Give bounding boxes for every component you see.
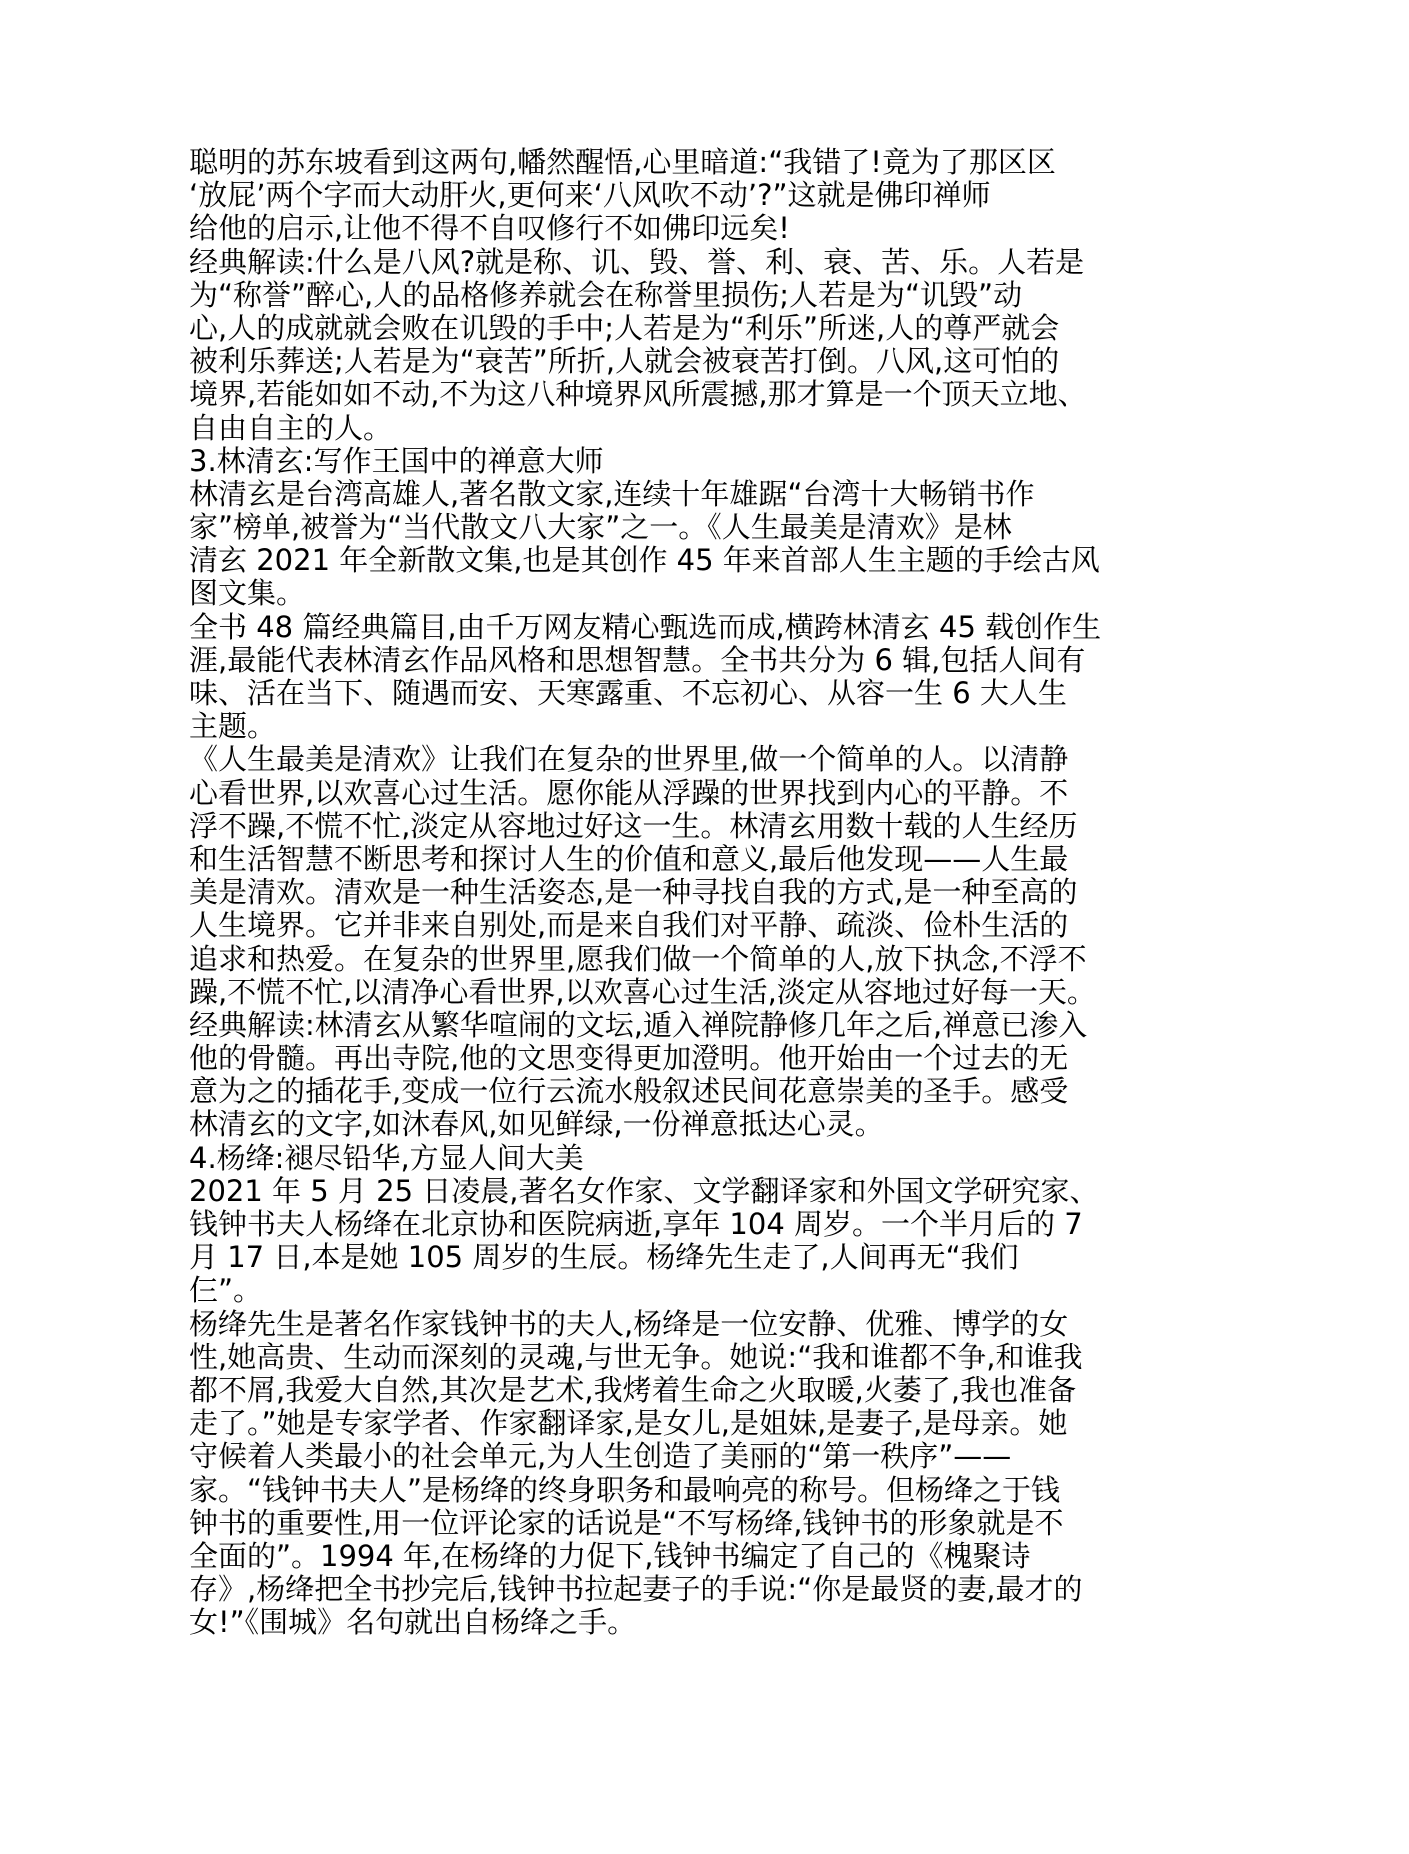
text-line-17: 味、活在当下、随遇而安、天寒露重、不忘初心、从容一生 6 大人生 xyxy=(189,676,1067,710)
text-line-28: 他的骨髓。再出寺院,他的文思变得更加澄明。他开始由一个过去的无 xyxy=(189,1041,1069,1076)
text-line-3: 给他的启示,让他不得不自叹修行不如佛印远矣! xyxy=(189,211,790,246)
text-line-11: 林清玄是台湾高雄人,著名散文家,连续十年雄踞“台湾十大畅销书作 xyxy=(189,476,1035,511)
text-line-34: 月 17 日,本是她 105 周岁的生辰。杨绛先生走了,人间再无“我们 xyxy=(189,1240,1019,1275)
text-line-20: 心看世界,以欢喜心过生活。愿你能从浮躁的世界找到内心的平静。不 xyxy=(189,775,1069,810)
text-line-32: 2021 年 5 月 25 日凌晨,著名女作家、文学翻译家和外国文学研究家、 xyxy=(189,1173,1099,1208)
text-line-30: 林清玄的文字,如沐春风,如见鲜绿,一份禅意抵达心灵。 xyxy=(189,1107,884,1142)
text-line-23: 美是清欢。清欢是一种生活姿态,是一种寻找自我的方式,是一种至高的 xyxy=(189,875,1078,910)
text-line-14: 图文集。 xyxy=(189,576,306,611)
text-line-19: 《人生最美是清欢》让我们在复杂的世界里,做一个简单的人。以清静 xyxy=(189,742,1069,777)
text-line-37: 性,她高贵、生动而深刻的灵魂,与世无争。她说:“我和谁都不争,和谁我 xyxy=(189,1339,1083,1374)
text-line-12: 家”榜单,被誉为“当代散文八大家”之一。《人生最美是清欢》是林 xyxy=(189,510,1012,545)
text-line-21: 浮不躁,不慌不忙,淡定从容地过好这一生。林清玄用数十载的人生经历 xyxy=(189,808,1078,843)
text-line-27: 经典解读:林清玄从繁华喧闹的文坛,遁入禅院静修几年之后,禅意已渗入 xyxy=(189,1007,1088,1042)
text-line-4: 经典解读:什么是八风?就是称、讥、毁、誉、利、衰、苦、乐。人若是 xyxy=(189,244,1085,279)
text-line-1: 聪明的苏东坡看到这两句,幡然醒悟,心里暗道:“我错了!竟为了那区区 xyxy=(189,145,1056,179)
document-page xyxy=(189,146,1219,1639)
text-line-15: 全书 48 篇经典篇目,由千万网友精心甄选而成,横跨林清玄 45 载创作生 xyxy=(189,609,1102,644)
text-line-6: 心,人的成就就会败在讥毁的手中;人若是为“利乐”所迷,人的尊严就会 xyxy=(189,310,1060,345)
text-line-7: 被利乐葬送;人若是为“衰苦”所折,人就会被衰苦打倒。八风,这可怕的 xyxy=(189,344,1060,379)
text-line-5: 为“称誉”醉心,人的品格修养就会在称誉里损伤;人若是为“讥毁”动 xyxy=(189,277,1023,312)
text-line-24: 人生境界。它并非来自别处,而是来自我们对平静、疏淡、俭朴生活的 xyxy=(189,908,1069,943)
text-line-36: 杨绛先生是著名作家钱钟书的夫人,杨绛是一位安静、优雅、博学的女 xyxy=(189,1306,1069,1341)
text-line-22: 和生活智慧不断思考和探讨人生的价值和意义,最后他发现——人生最 xyxy=(189,841,1069,876)
text-line-45: 女!”《围城》名句就出自杨绛之手。 xyxy=(189,1605,637,1640)
text-line-40: 守候着人类最小的社会单元,为人生创造了美丽的“第一秩序”—— xyxy=(189,1439,1012,1474)
text-line-25: 追求和热爱。在复杂的世界里,愿我们做一个简单的人,放下执念,不浮不 xyxy=(189,941,1087,976)
section-heading-3: 3.林清玄:写作王国中的禅意大师 xyxy=(189,443,604,478)
text-line-8: 境界,若能如如不动,不为这八种境界风所震撼,那才算是一个顶天立地、 xyxy=(189,377,1087,412)
text-line-2: ‘放屁’两个字而大动肝火,更何来‘八风吹不动’?”这就是佛印禅师 xyxy=(189,178,991,213)
section-heading-4: 4.杨绛:褪尽铅华,方显人间大美 xyxy=(189,1140,584,1175)
text-line-44: 存》,杨绛把全书抄完后,钱钟书拉起妻子的手说:“你是最贤的妻,最才的 xyxy=(189,1572,1083,1607)
text-line-35: 仨”。 xyxy=(189,1273,263,1308)
text-line-9: 自由自主的人。 xyxy=(189,410,393,445)
text-line-41: 家。“钱钟书夫人”是杨绛的终身职务和最响亮的称号。但杨绛之于钱 xyxy=(189,1472,1061,1507)
text-line-38: 都不屑,我爱大自然,其次是艺术,我烤着生命之火取暖,火萎了,我也准备 xyxy=(189,1372,1077,1407)
text-line-29: 意为之的插花手,变成一位行云流水般叙述民间花意崇美的圣手。感受 xyxy=(189,1074,1069,1109)
text-line-43: 全面的”。1994 年,在杨绛的力促下,钱钟书编定了自己的《槐聚诗 xyxy=(189,1538,1031,1573)
text-line-39: 走了。”她是专家学者、作家翻译家,是女儿,是姐妹,是妻子,是母亲。她 xyxy=(189,1406,1068,1441)
text-line-13: 清玄 2021 年全新散文集,也是其创作 45 年来首部人生主题的手绘古风 xyxy=(189,543,1100,578)
text-line-33: 钱钟书夫人杨绛在北京协和医院病逝,享年 104 周岁。一个半月后的 7 xyxy=(189,1207,1083,1241)
text-line-16: 涯,最能代表林清玄作品风格和思想智慧。全书共分为 6 辑,包括人间有 xyxy=(189,642,1086,677)
text-line-26: 躁,不慌不忙,以清净心看世界,以欢喜心过生活,淡定从容地过好每一天。 xyxy=(189,974,1096,1009)
text-line-18: 主题。 xyxy=(189,709,277,744)
text-line-42: 钟书的重要性,用一位评论家的话说是“不写杨绛,钱钟书的形象就是不 xyxy=(189,1505,1064,1540)
